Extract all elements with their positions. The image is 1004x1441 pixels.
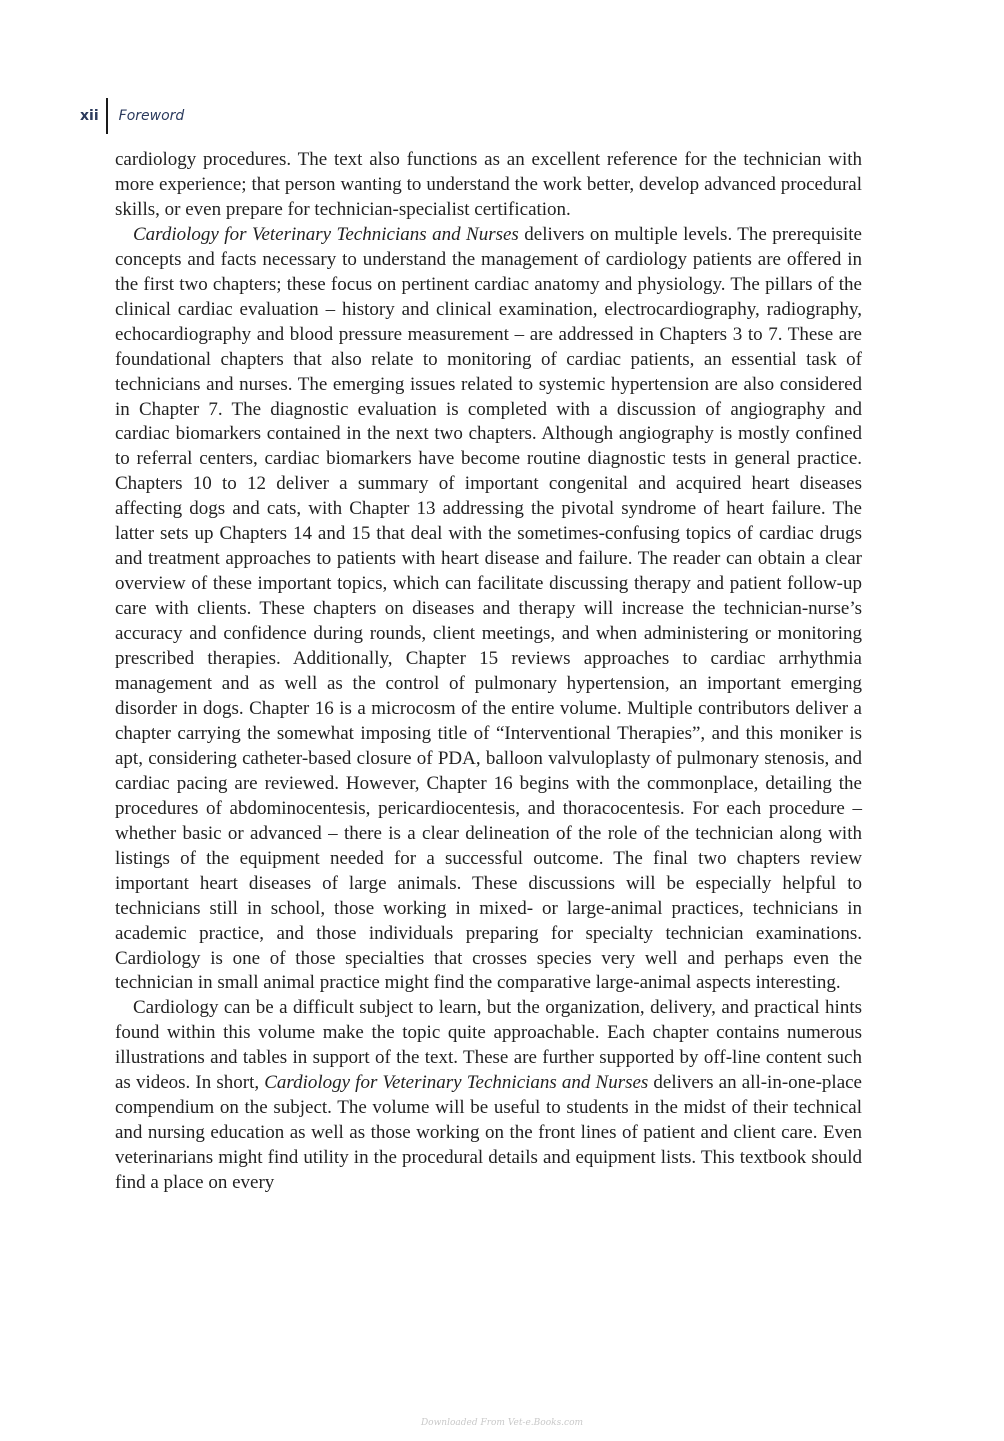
paragraph-1-text: cardiology procedures. The text also functions as an excellent reference for the technician with more experience; that person wanting to understand the work better, develop advanced procedural skills, or even prepare for technician-specialist certification. [115,149,862,220]
running-header [80,98,184,134]
paragraph-2 [115,223,862,997]
header-divider [106,98,108,134]
paragraph-3 [115,996,862,1196]
download-watermark: Downloaded From Vet-e.Books.com [420,1418,584,1428]
body-text [115,148,862,1196]
running-header-title: Foreword [118,108,185,124]
paragraph-1 [115,148,862,223]
paragraph-3-text-end: delivers an all-in-one-place compendium on the subject. The volume will be useful to students in the midst of their technical and nursing education as well as those working on the front lines of patient and client care. Even veterinarians might find utility in the procedural details and equipment lists. This textbook should find a place on every [115,1072,862,1194]
book-title-italic: Cardiology for Veterinary Technicians and Nurses [133,223,519,245]
paragraph-3-text-start: Cardiology can be a difficult subject to learn, but the organization, delivery, and practical hints found within this volume make the topic quite approachable. Each chapter contains numerous illustrations and tables in support of the text. These are further supported by off-line content such as videos. In short, [115,997,862,1094]
page-number: xii [80,108,99,124]
paragraph-2-text: delivers on multiple levels. The prerequisite concepts and facts necessary to understand the management of cardiology patients are offered in the first two chapters; these focus on pertinent cardiac anatomy and physiology. The pillars of the clinical cardiac evaluation – history and clinical examination, electrocardiography, radiography, echocardiography and blood pressure measurement – are addressed in Chapters 3 to 7. These are foundational chapters that also relate to monitoring of cardiac patients, an essential task of technicians and nurses. The emerging issues related to systemic hypertension are also considered in Chapter 7. The diagnostic evaluation is completed with a discussion of angiography and cardiac biomarkers contained in the next two chapters. Although angiography is mostly confined to referral centers, cardiac biomarkers have become routine diagnostic tests in general practice. Chapters 10 to 12 deliver a summary of important congenital and acquired heart diseases affecting dogs and cats, with Chapter 13 addressing the pivotal syndrome of heart failure. The latter sets up Chapters 14 and 15 that deal with the sometimes-confusing topics of cardiac drugs and treatment approaches to patients with heart disease and failure. The reader can obtain a clear overview of these important topics, which can facilitate discussing therapy and patient follow-up care with clients. These chapters on diseases and therapy will increase the technician-nurse’s accuracy and confidence during rounds, client meetings, and when administering or monitoring prescribed therapies. Additionally, Chapter 15 reviews approaches to cardiac arrhythmia management and as well as the control of pulmonary hypertension, an important emerging disorder in dogs. Chapter 16 is a microcosm of the entire volume. Multiple contributors deliver a chapter carrying the somewhat imposing title of “Interventional Therapies”, and this moniker is apt, considering catheter-based closure of PDA, balloon valvuloplasty of pulmonary stenosis, and cardiac pacing are reviewed. However, Chapter 16 begins with the commonplace, detailing the procedures of abdominocentesis, pericardiocentesis, and thoracocentesis. For each procedure – whether basic or advanced – there is a clear delineation of the role of the technician along with listings of the equipment needed for a successful outcome. The final two chapters review important heart diseases of large animals. These discussions will be especially helpful to technicians still in school, those working in mixed- or large-animal practices, technicians in academic practice, and those individuals preparing for specialty technician examinations. Cardiology is one of those specialties that crosses species very well and perhaps even the technician in small animal practice might find the comparative large-animal aspects interesting. [115,223,862,994]
book-title-italic: Cardiology for Veterinary Technicians and Nurses [264,1072,649,1094]
